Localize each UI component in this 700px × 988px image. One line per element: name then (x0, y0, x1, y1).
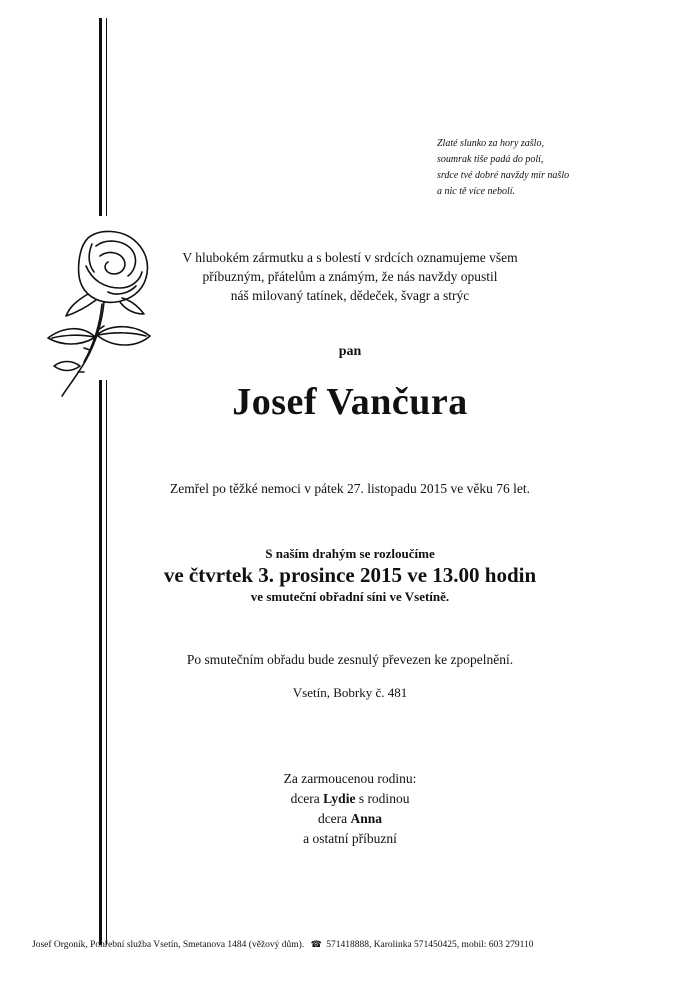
poem-line: a nic tě více nebolí. (437, 186, 516, 197)
footer-contact (32, 939, 692, 950)
cremation-note: Po smutečním obřadu bude zesnulý převezen ke zpopelnění. (186, 652, 514, 667)
announcement-line: příbuzným, přátelům a známým, že nás navždy opustil (202, 269, 498, 284)
poem-line: soumrak tiše padá do polí, (437, 154, 544, 165)
family-member-name: Lydie (323, 791, 356, 806)
death-notice: Zemřel po těžké nemoci v pátek 27. listopadu 2015 ve věku 76 let. (170, 481, 530, 496)
title-prefix: pan (338, 344, 362, 359)
poem (437, 136, 677, 200)
family-member-suffix: s rodinou (358, 791, 410, 806)
deceased-name: Josef Vančura (232, 381, 468, 423)
family-member-name: Anna (350, 811, 383, 826)
family-member (150, 809, 550, 829)
farewell-place: ve smuteční obřadní síni ve Vsetíně. (250, 589, 450, 604)
address: Vsetín, Bobrky č. 481 (292, 685, 408, 700)
announcement-line: V hlubokém zármutku a s bolestí v srdcích oznamujeme všem (182, 250, 518, 265)
family-member-prefix: dcera (290, 791, 320, 806)
announcement-text (150, 248, 550, 305)
vertical-line-top-thin (106, 18, 107, 216)
poem-line: Zlaté slunko za hory zašlo, (437, 138, 544, 149)
farewell-intro: S naším drahým se rozloučíme (265, 546, 435, 561)
family-member (150, 789, 550, 809)
poem-line: srdce tvé dobré navždy mír našlo (437, 170, 570, 181)
rose-icon (38, 226, 168, 402)
vertical-line-top-thick (99, 18, 102, 216)
farewell-date: ve čtvrtek 3. prosince 2015 ve 13.00 hodin (163, 563, 537, 587)
footer-phones: 571418888, Karolinka 571450425, mobil: 603 279110 (326, 940, 534, 950)
footer-company: Josef Orgoník, Pohřební služba Vsetín, Smetanova 1484 (věžový dům). (32, 940, 305, 950)
family-others: a ostatní příbuzní (303, 831, 397, 846)
family-member-prefix: dcera (317, 811, 348, 826)
telephone-icon: ☎ (310, 939, 322, 949)
announcement-line: náš milovaný tatínek, dědeček, švagr a strýc (230, 288, 470, 303)
family-signature (150, 769, 550, 849)
family-heading: Za zarmoucenou rodinu: (283, 771, 417, 786)
